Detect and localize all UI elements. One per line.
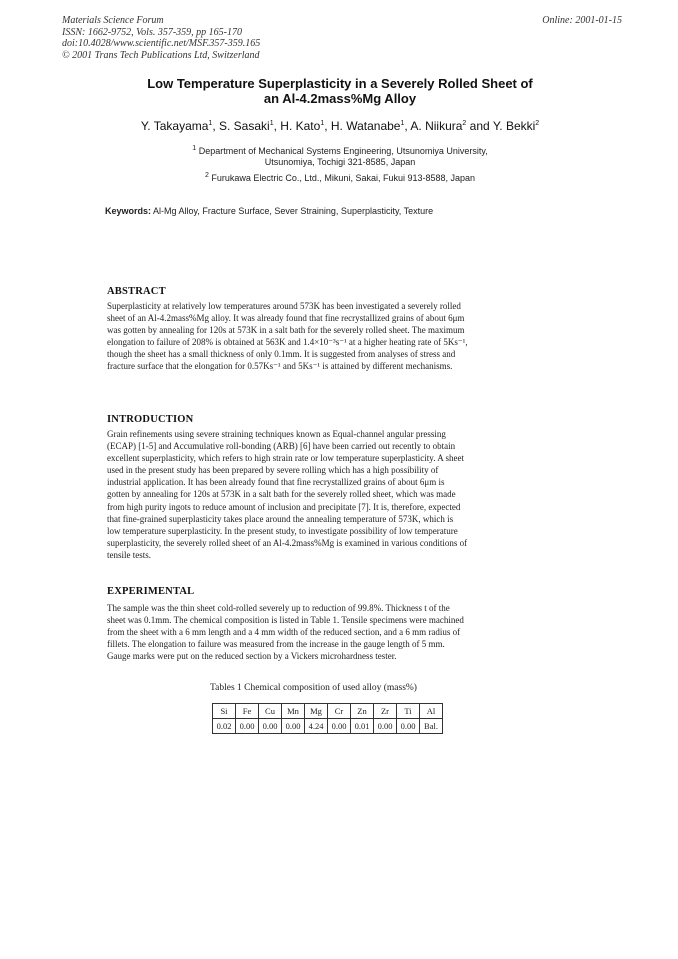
copyright-line: © 2001 Trans Tech Publications Ltd, Switzerland bbox=[62, 49, 260, 61]
table-header-cell: Cr bbox=[328, 704, 351, 719]
author: Y. Takayama$^1$, bbox=[140, 119, 219, 133]
table-header-cell: Si bbox=[213, 704, 236, 719]
table-cell: 0.01 bbox=[351, 719, 374, 734]
title-line-1: Low Temperature Superplasticity in a Severely Rolled Sheet of bbox=[147, 76, 533, 91]
online-date: Online: 2001-01-15 bbox=[542, 15, 622, 26]
table-header-cell: Al bbox=[420, 704, 443, 719]
experimental-heading: EXPERIMENTAL bbox=[107, 586, 195, 597]
abstract-text: Superplasticity at relatively low temperatures around 573K has been investigated a severely rolled sheet of an Al-4.2mass%Mg alloy. It was already found that fine recrystallized grains of about 6μm was gotten by annealing for 120s at 573K in a salt bath for the severely rolled sheet. The maximum elongation to failure of 208% is obtained at 563K and 1.4×10⁻³s⁻¹ at a higher heating rate of 5Ks⁻¹, though the sheet has a small thickness of only 0.1mm. It is suggested from analyses of stress and fracture surface that the elongation for 0.57Ks⁻¹ and 5Ks⁻¹ is attained by different mechanisms. bbox=[107, 301, 468, 372]
experimental-text: The sample was the thin sheet cold-rolled severely up to reduction of 99.8%. Thickness t of the sheet was 0.1mm. The chemical composition is listed in Table 1. Tensile specimens were machined from the sheet with a 6 mm length and a 4 mm width of the reduced section, and a 6 mm radius of fillets. The elongation to failure was measured from the increase in the gauge length of 5 mm. Gauge marks were put on the reduced section by a Vickers microhardness tester. bbox=[107, 603, 464, 662]
table-header-cell: Fe bbox=[236, 704, 259, 719]
issn-line: ISSN: 1662-9752, Vols. 357-359, pp 165-170 bbox=[62, 26, 242, 38]
author: H. Kato$^1$, bbox=[280, 119, 331, 133]
table-header-cell: Mn bbox=[282, 704, 305, 719]
table-cell: Bal. bbox=[420, 719, 443, 734]
table-cell: 0.00 bbox=[259, 719, 282, 734]
introduction-heading: INTRODUCTION bbox=[107, 414, 194, 425]
table-header-row bbox=[213, 704, 443, 719]
keywords bbox=[105, 206, 605, 217]
table-header-cell: Cu bbox=[259, 704, 282, 719]
affiliation-2: $^2$ Furukawa Electric Co., Ltd., Mikuni, Sakai, Fukui 913-8588, Japan bbox=[204, 172, 476, 183]
introduction-text: Grain refinements using severe straining techniques known as Equal-channel angular pressing (ECAP) [1-5] and Accumulative roll-bonding (ARB) [6] have been carried out recently to obtain excellent superplasticity, which refers to high strain rate or low temperature superplasticity. A sheet used in the present study has been prepared by severe rolling which has a high possibility of industrial application. It has been already found that fine recrystallized grains of about 6μm is gotten by annealing for 120s at 573K in a salt bath for the severely rolled sheet, which was made from high purity ingots to reduce amount of inclusion and precipitate [7]. It is, therefore, expected that fine-grained superplasticity takes place around the annealing temperature of 573K, which is low temperature superplasticity. In the present study, to investigate possibility of low temperature superplasticity, the severely rolled sheet of an Al-4.2mass%Mg is examined in various conditions of tensile tests. bbox=[107, 429, 468, 560]
table-caption: Tables 1 Chemical composition of used alloy (mass%) bbox=[210, 683, 417, 693]
author: H. Watanabe$^1$, bbox=[330, 119, 411, 133]
chemical-composition-table bbox=[212, 703, 443, 734]
table-header-cell: Zr bbox=[374, 704, 397, 719]
paper-title bbox=[60, 76, 620, 106]
table-cell: 4.24 bbox=[305, 719, 328, 734]
table-header-cell: Mg bbox=[305, 704, 328, 719]
table-cell: 0.00 bbox=[328, 719, 351, 734]
author: A. Niikura$^2$ and bbox=[410, 119, 493, 133]
title-line-2: an Al-4.2mass%Mg Alloy bbox=[263, 91, 417, 106]
doi-line: doi:10.4028/www.scientific.net/MSF.357-359.165 bbox=[62, 38, 261, 49]
abstract-heading: ABSTRACT bbox=[107, 286, 166, 297]
table-cell: 0.00 bbox=[374, 719, 397, 734]
keywords-label: Keywords: bbox=[105, 206, 152, 216]
author: Y. Bekki$^2$ bbox=[492, 119, 540, 133]
table-cell: 0.02 bbox=[213, 719, 236, 734]
publication-header bbox=[62, 15, 622, 61]
keywords-text: Al-Mg Alloy, Fracture Surface, Sever Straining, Superplasticity, Texture bbox=[153, 206, 434, 216]
table-header-cell: Ti bbox=[397, 704, 420, 719]
affiliation-1: $^1$ Department of Mechanical Systems Engineering, Utsunomiya University, Utsunomiya, Tochigi 321-8585, Japan bbox=[192, 145, 488, 167]
table-cell: 0.00 bbox=[236, 719, 259, 734]
table-cell: 0.00 bbox=[282, 719, 305, 734]
table-cell: 0.00 bbox=[397, 719, 420, 734]
table-header-cell: Zn bbox=[351, 704, 374, 719]
journal-name: Materials Science Forum bbox=[62, 15, 164, 26]
author: S. Sasaki$^1$, bbox=[219, 119, 281, 133]
author-list bbox=[60, 119, 620, 133]
table-row bbox=[213, 719, 443, 734]
